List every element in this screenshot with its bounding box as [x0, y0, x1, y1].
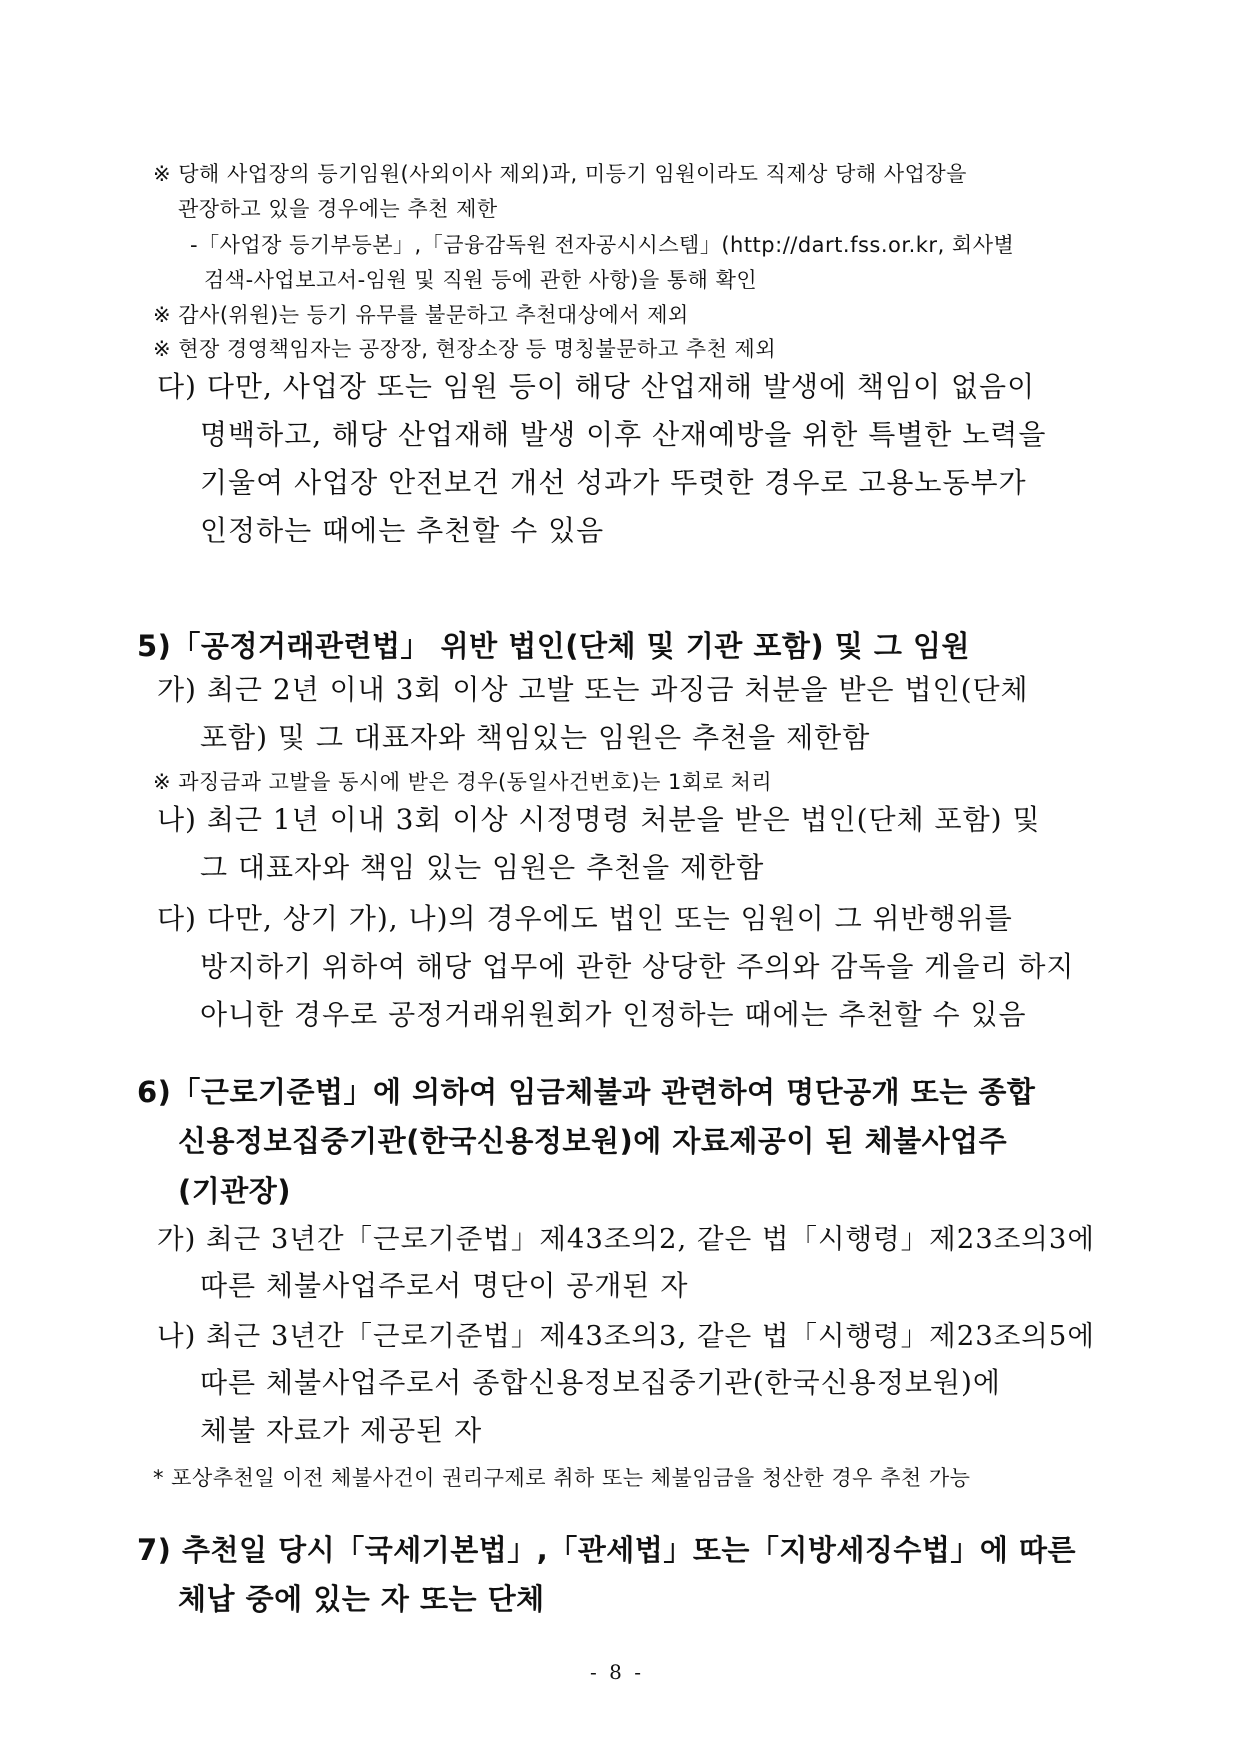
note-officer-exclusion-1: ※ 당해 사업장의 등기임원(사외이사 제외)과, 미등기 임원이라도 직제상 당해 사업장을 [153, 162, 967, 186]
section-7-heading-line-2: 체납 중에 있는 자 또는 단체 [178, 1582, 545, 1616]
item-na-5-line-1: 나) 최근 1년 이내 3회 이상 시정명령 처분을 받은 법인(단체 포함) 및 [157, 803, 1041, 836]
item-da-1-line-3: 기울여 사업장 안전보건 개선 성과가 뚜렷한 경우로 고용노동부가 [200, 466, 1027, 499]
item-da-5-line-1: 다) 다만, 상기 가), 나)의 경우에도 법인 또는 임원이 그 위반행위를 [157, 902, 1013, 935]
note-registry-check-2: 검색-사업보고서-임원 및 직원 등에 관한 사항)을 통해 확인 [204, 268, 758, 292]
note-wage-settlement: * 포상추천일 이전 체불사건이 권리구제로 취하 또는 체불임금을 청산한 경우 추천 가능 [153, 1466, 971, 1490]
note-site-manager-exclusion: ※ 현장 경영책임자는 공장장, 현장소장 등 명칭불문하고 추천 제외 [153, 337, 777, 361]
item-da-5-line-2: 방지하기 위하여 해당 업무에 관한 상당한 주의와 감독을 게을리 하지 [200, 950, 1075, 983]
item-da-1-line-2: 명백하고, 해당 산업재해 발생 이후 산재예방을 위한 특별한 노력을 [200, 418, 1047, 451]
item-da-1-line-4: 인정하는 때에는 추천할 수 있음 [200, 514, 605, 547]
section-6-heading-line-3: (기관장) [178, 1174, 292, 1208]
item-da-5-line-3: 아니한 경우로 공정거래위원회가 인정하는 때에는 추천할 수 있음 [200, 998, 1027, 1031]
section-6-heading-line-2: 신용정보집중기관(한국신용정보원)에 자료제공이 된 체불사업주 [178, 1124, 1008, 1158]
section-5-heading: 5)「공정거래관련법」 위반 법인(단체 및 기관 포함) 및 그 임원 [137, 629, 971, 663]
page-number: - 8 - [590, 1660, 644, 1684]
item-ga-5-line-2: 포함) 및 그 대표자와 책임있는 임원은 추천을 제한함 [200, 721, 871, 754]
item-na-6-line-3: 체불 자료가 제공된 자 [200, 1414, 483, 1447]
item-na-5-line-2: 그 대표자와 책임 있는 임원은 추천을 제한함 [200, 851, 765, 884]
item-da-1-line-1: 다) 다만, 사업장 또는 임원 등이 해당 산업재해 발생에 책임이 없음이 [157, 370, 1036, 403]
item-ga-6-line-2: 따른 체불사업주로서 명단이 공개된 자 [200, 1269, 689, 1302]
note-penalty-count: ※ 과징금과 고발을 동시에 받은 경우(동일사건번호)는 1회로 처리 [153, 770, 773, 794]
section-7-heading-line-1: 7) 추천일 당시「국세기본법」,「관세법」또는「지방세징수법」에 따른 [137, 1533, 1077, 1567]
item-ga-5-line-1: 가) 최근 2년 이내 3회 이상 고발 또는 과징금 처분을 받은 법인(단체 [157, 673, 1029, 706]
note-registry-check-1: -「사업장 등기부등본」,「금융감독원 전자공시시스템」(http://dart.fss.or.kr, 회사별 [190, 233, 1015, 257]
note-officer-exclusion-2: 관장하고 있을 경우에는 추천 제한 [178, 197, 498, 221]
item-na-6-line-2: 따른 체불사업주로서 종합신용정보집중기관(한국신용정보원)에 [200, 1366, 1001, 1399]
item-na-6-line-1: 나) 최근 3년간「근로기준법」제43조의3, 같은 법「시행령」제23조의5에 [157, 1320, 1095, 1352]
section-6-heading-line-1: 6)「근로기준법」에 의하여 임금체불과 관련하여 명단공개 또는 종합 [137, 1075, 1036, 1109]
note-auditor-exclusion: ※ 감사(위원)는 등기 유무를 불문하고 추천대상에서 제외 [153, 303, 689, 327]
item-ga-6-line-1: 가) 최근 3년간「근로기준법」제43조의2, 같은 법「시행령」제23조의3에 [157, 1223, 1095, 1255]
